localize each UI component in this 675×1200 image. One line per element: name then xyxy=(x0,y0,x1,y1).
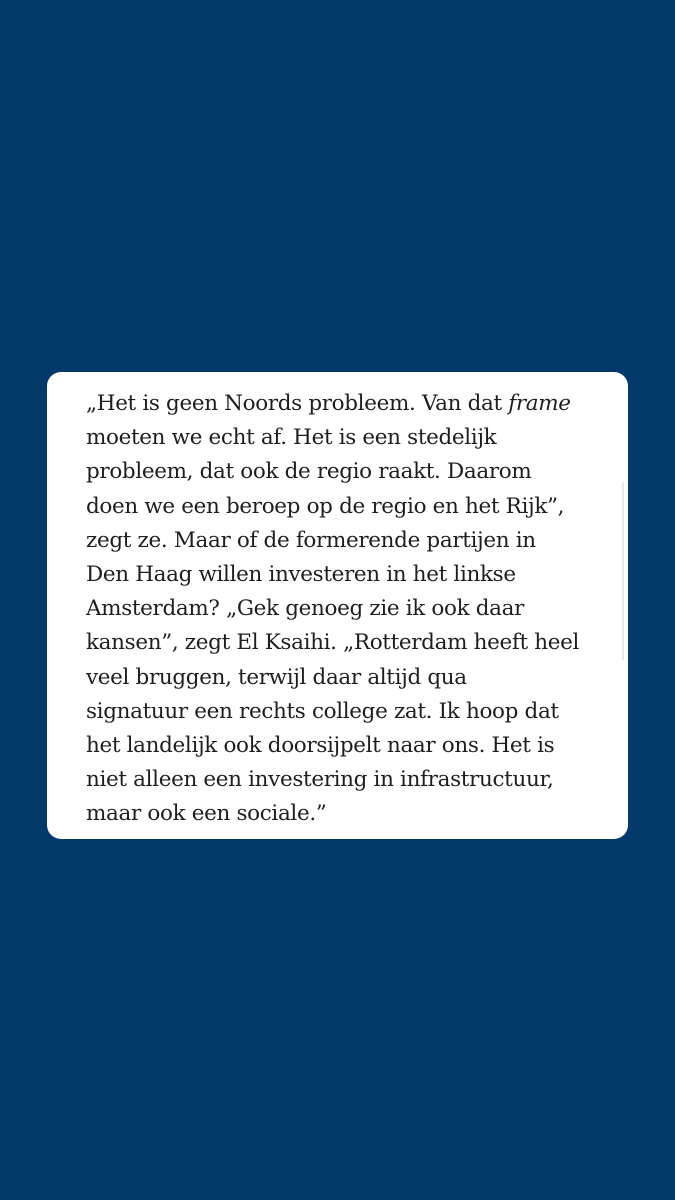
italic-word-frame: frame xyxy=(508,391,571,416)
quote-line-8: kansen”, zegt El Ksaihi. „Rotterdam heeft heel xyxy=(86,630,579,656)
quote-line-4: doen we een beroep op de regio en het Rijk”, xyxy=(86,493,565,519)
quote-text xyxy=(86,387,598,832)
quote-line-12: niet alleen een investering in infrastructuur, xyxy=(86,767,554,793)
quote-line-5: zegt ze. Maar of de formerende partijen in xyxy=(86,527,536,553)
quote-line-1: „Het is geen Noords probleem. Van dat frame xyxy=(86,391,571,416)
quote-line-3: probleem, dat ook de regio raakt. Daarom xyxy=(86,459,532,485)
quote-card xyxy=(47,372,628,839)
quote-line-10: signatuur een rechts college zat. Ik hoop dat xyxy=(86,698,559,724)
quote-line-11: het landelijk ook doorsijpelt naar ons. Het is xyxy=(86,733,555,759)
quote-line-9: veel bruggen, terwijl daar altijd qua xyxy=(86,664,467,690)
quote-line-13: maar ook een sociale.” xyxy=(86,801,327,827)
quote-line-7: Amsterdam? „Gek genoeg zie ik ook daar xyxy=(86,596,525,622)
quote-line-2: moeten we echt af. Het is een stedelijk xyxy=(86,425,497,451)
scrollbar-thumb[interactable] xyxy=(622,482,624,660)
quote-line-6: Den Haag willen investeren in het linkse xyxy=(86,562,516,588)
